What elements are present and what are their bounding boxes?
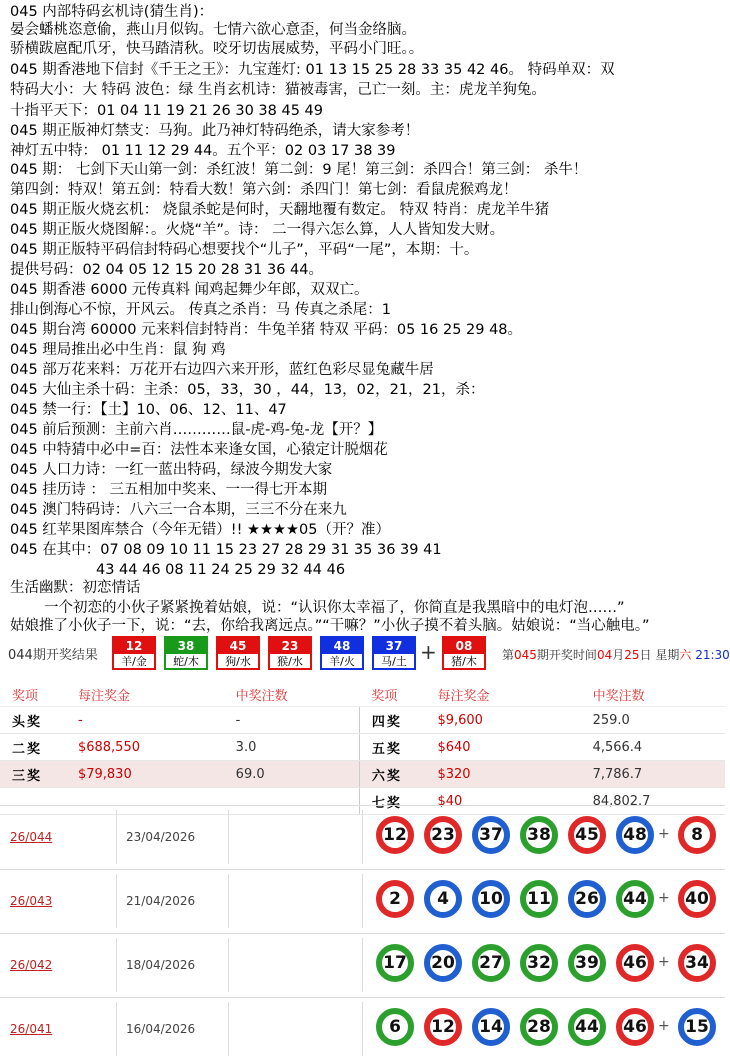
prize-name: 五奖 xyxy=(359,734,425,761)
draw-time: 第045期开奖时间04月25日 星期六 21:30 xyxy=(502,648,730,662)
result-ball xyxy=(320,636,364,670)
draw-date: 23/04/2026 xyxy=(126,830,196,844)
lottery-ball: 11 xyxy=(520,880,558,918)
text-line: 045 挂历诗 ： 三五相加中奖来、一一得七开本期 xyxy=(10,482,328,498)
text-line: 045 期台湾 60000 元来料信封特肖：牛兔羊猪 特双 平码：05 16 25 29 48。 xyxy=(10,322,523,338)
result-ball-number: 37 xyxy=(374,638,414,654)
result-ball-number: 12 xyxy=(114,638,154,654)
text-line: 特码大小：大 特码 波色：绿 生肖玄机诗：猫被毒害，己亡一刻。主：虎龙羊狗兔。 xyxy=(10,82,546,98)
lottery-ball: 46 xyxy=(616,944,654,982)
text-line: 045 红苹果图库禁合（今年无错）!! ★★★★05（开？准） xyxy=(10,522,390,538)
lottery-ball: 32 xyxy=(520,944,558,982)
plus-sign: + xyxy=(658,954,670,970)
lottery-ball: 46 xyxy=(616,1008,654,1046)
prize-amount: $320 xyxy=(425,761,580,788)
draw-date: 21/04/2026 xyxy=(126,894,196,908)
text-line: 045 期香港地下信封《千王之王》：九宝莲灯: 01 13 15 25 28 33 35 42 46。 特码单双：双 xyxy=(10,62,615,78)
prize-count: 4,566.4 xyxy=(581,734,725,761)
issue-link[interactable]: 26/043 xyxy=(10,894,53,908)
issue-link[interactable]: 26/041 xyxy=(10,1022,53,1036)
draw-date: 18/04/2026 xyxy=(126,958,196,972)
text-line: 045 中特猜中必中=百：法性本来逢女国，心猿定计脱烟花 xyxy=(10,442,388,458)
text-line: 第四剑：特双！第五剑：特看大数！第六剑：杀四门！第七剑：看鼠虎猴鸡龙！ xyxy=(10,182,518,198)
prize-amount: $640 xyxy=(425,734,580,761)
prize-amount: $79,830 xyxy=(66,761,224,788)
text-line: 排山倒海心不惊，开风云。 传真之杀肖：马 传真之杀尾：1 xyxy=(10,302,391,318)
special-lottery-ball: 15 xyxy=(678,1008,716,1046)
special-lottery-ball: 34 xyxy=(678,944,716,982)
result-ball-zodiac: 狗/水 xyxy=(225,655,251,668)
lottery-ball: 12 xyxy=(424,1008,462,1046)
lottery-ball: 2 xyxy=(376,880,414,918)
lottery-ball: 27 xyxy=(472,944,510,982)
text-line: 045 理局推出必中生肖：鼠 狗 鸡 xyxy=(10,342,226,358)
prize-header: 每注奖金 xyxy=(66,682,224,707)
prize-count: 84,802.7 xyxy=(581,788,725,815)
text-line: 045 部万花来料：万花开右边四六来开形，蓝红色彩尽显兔藏牛居 xyxy=(10,362,434,378)
text-line: 045 期正版火烧玄机： 烧鼠杀蛇是何时，天翻地覆有数定。 特双 特肖：虎龙羊牛猪 xyxy=(10,202,550,218)
lottery-ball: 38 xyxy=(520,816,558,854)
lottery-ball: 23 xyxy=(424,816,462,854)
text-line: 提供号码：02 04 05 12 15 20 28 31 36 44。 xyxy=(10,262,323,278)
result-ball-number: 23 xyxy=(270,638,310,654)
lottery-ball: 14 xyxy=(472,1008,510,1046)
prize-count: 3.0 xyxy=(224,734,360,761)
special-lottery-ball: 40 xyxy=(678,880,716,918)
prize-name: 四奖 xyxy=(359,707,425,734)
prize-row xyxy=(0,734,725,761)
text-line: 045 期正版火烧图解：。火烧“羊”。诗： 二一得六怎么算，人人皆知发大财。 xyxy=(10,222,505,238)
lottery-ball: 48 xyxy=(616,816,654,854)
prize-row xyxy=(0,761,725,788)
result-ball-zodiac: 羊/金 xyxy=(121,655,147,668)
lottery-ball: 28 xyxy=(520,1008,558,1046)
result-ball xyxy=(112,636,156,670)
special-ball xyxy=(442,636,486,670)
lottery-ball: 26 xyxy=(568,880,606,918)
prize-amount: $40 xyxy=(425,788,580,815)
text-line: 晏会蟠桃恣意偷，燕山月似钩。七情六欲心意歪，何当金络脑。 xyxy=(10,22,416,38)
lottery-ball: 6 xyxy=(376,1008,414,1046)
prize-name: 头奖 xyxy=(0,707,66,734)
result-bar-label: 044期开奖结果 xyxy=(8,648,98,663)
prize-count: - xyxy=(224,707,360,734)
text-line: 045 大仙主杀十码：主杀：05，33，30 ，44，13，02，21，21，杀： xyxy=(10,382,485,398)
text-line: 神灯五中特： 01 11 12 29 44。五个平：02 03 17 38 39 xyxy=(10,143,396,159)
result-ball-zodiac: 马/土 xyxy=(381,655,407,668)
lottery-ball: 44 xyxy=(616,880,654,918)
result-ball-number: 45 xyxy=(218,638,258,654)
history-row xyxy=(0,805,725,868)
prize-name: 六奖 xyxy=(359,761,425,788)
text-line: 045 内部特码玄机诗(猜生肖)： xyxy=(10,4,214,20)
lottery-ball: 20 xyxy=(424,944,462,982)
prize-row xyxy=(0,707,725,734)
prize-count: 7,786.7 xyxy=(581,761,725,788)
prize-amount: $688,550 xyxy=(66,734,224,761)
text-line: 045 前后预测：主前六肖…………鼠-虎-鸡-兔-龙【开？】 xyxy=(10,422,383,438)
result-ball-zodiac: 蛇/木 xyxy=(173,655,199,668)
prize-amount: - xyxy=(66,707,224,734)
text-line: 十指平天下：01 04 11 19 21 26 30 38 45 49 xyxy=(10,103,323,119)
issue-link[interactable]: 26/044 xyxy=(10,830,53,844)
text-line: 045 禁一行：【土】10、06、12、11、47 xyxy=(10,402,287,418)
prize-name: 三奖 xyxy=(0,761,66,788)
special-ball-zodiac: 猪/木 xyxy=(451,655,477,668)
text-line: 一个初恋的小伙子紧紧挽着姑娘，说：“认识你太幸福了，你简直是我黑暗中的电灯泡……” xyxy=(44,600,625,616)
history-row xyxy=(0,869,725,932)
text-line: 生活幽默：初恋情话 xyxy=(10,580,141,596)
prize-table xyxy=(0,682,725,815)
plus-sign: + xyxy=(420,640,437,664)
prize-count: 69.0 xyxy=(224,761,360,788)
lottery-ball: 12 xyxy=(376,816,414,854)
prize-name: 七奖 xyxy=(359,788,425,815)
prize-header: 中奖注数 xyxy=(224,682,360,707)
result-ball-zodiac: 猴/水 xyxy=(277,655,303,668)
text-line: 43 44 46 08 11 24 25 29 32 44 46 xyxy=(96,562,346,578)
lottery-ball: 44 xyxy=(568,1008,606,1046)
lottery-ball: 39 xyxy=(568,944,606,982)
text-line: 045 期正版神灯禁支：马狗。此乃神灯特码绝杀，请大家参考！ xyxy=(10,123,420,139)
result-ball xyxy=(372,636,416,670)
plus-sign: + xyxy=(658,826,670,842)
history-row xyxy=(0,933,725,996)
prize-header: 每注奖金 xyxy=(425,682,580,707)
result-ball-number: 48 xyxy=(322,638,362,654)
result-bar xyxy=(0,634,730,674)
prize-count: 259.0 xyxy=(581,707,725,734)
prize-name: 二奖 xyxy=(0,734,66,761)
result-ball-number: 38 xyxy=(166,638,206,654)
issue-link[interactable]: 26/042 xyxy=(10,958,53,972)
lottery-ball: 4 xyxy=(424,880,462,918)
result-ball-zodiac: 羊/火 xyxy=(329,655,355,668)
lottery-ball: 45 xyxy=(568,816,606,854)
text-line: 045 人口力诗：一红一蓝出特码，绿波今期发大家 xyxy=(10,462,333,478)
special-ball-number: 08 xyxy=(444,638,484,654)
lottery-ball: 37 xyxy=(472,816,510,854)
lottery-ball: 10 xyxy=(472,880,510,918)
draw-date: 16/04/2026 xyxy=(126,1022,196,1036)
prize-header: 奖项 xyxy=(359,682,425,707)
prize-amount: $9,600 xyxy=(425,707,580,734)
text-line: 045 在其中：07 08 09 10 11 15 23 27 28 29 31 35 36 39 41 xyxy=(10,542,442,558)
text-line: 045 期： 七剑下天山第一剑：杀红波！第二剑：9 尾！第三剑：杀四合！第三剑： 杀牛！ xyxy=(10,162,588,178)
result-ball xyxy=(268,636,312,670)
result-ball xyxy=(164,636,208,670)
text-line: 姑娘推了小伙子一下，说：“去，你给我离远点。”“干嘛？”小伙子摸不着头脑。姑娘说：“当心触电。” xyxy=(10,618,650,634)
prize-header: 中奖注数 xyxy=(581,682,725,707)
text-line: 骄横跋扈配爪牙，快马踏清秋。咬牙切齿展威势，平码小门旺。。 xyxy=(10,41,424,57)
text-line: 045 期香港 6000 元传真料 闻鸡起舞少年郎，双双亡。 xyxy=(10,282,369,298)
text-line: 045 澳门特码诗：八六三一合本期，三三不分在来九 xyxy=(10,502,347,518)
plus-sign: + xyxy=(658,890,670,906)
plus-sign: + xyxy=(658,1018,670,1034)
lottery-ball: 17 xyxy=(376,944,414,982)
history-row xyxy=(0,997,725,1060)
result-ball xyxy=(216,636,260,670)
text-line: 045 期正版特平码信封特码心想要找个“儿子”，平码“一尾”，本期：十。 xyxy=(10,242,479,258)
prize-header: 奖项 xyxy=(0,682,66,707)
special-lottery-ball: 8 xyxy=(678,816,716,854)
